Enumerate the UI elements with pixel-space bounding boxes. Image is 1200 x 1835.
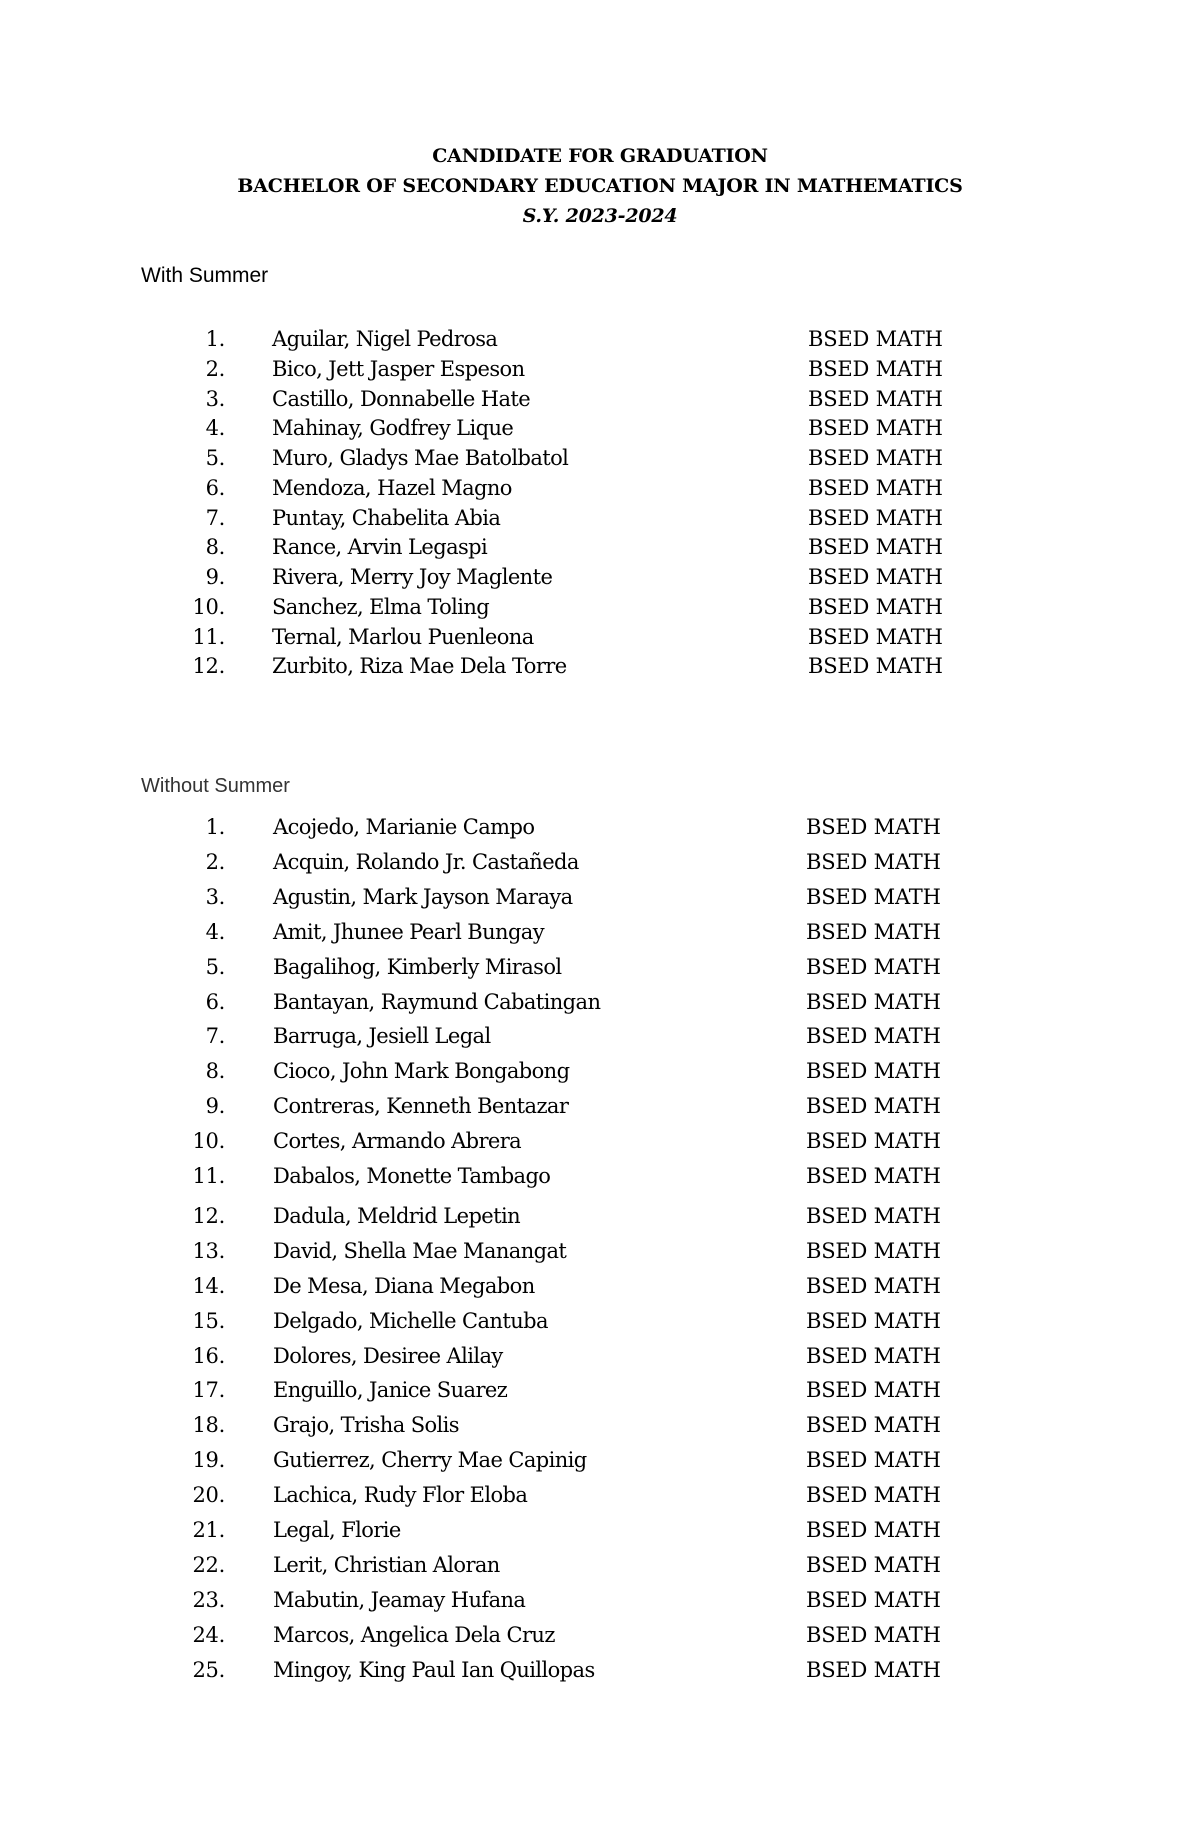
item-number: 5. <box>205 446 225 470</box>
list-item <box>0 1411 1200 1439</box>
item-number: 9. <box>205 1094 225 1119</box>
list-item <box>0 504 1200 532</box>
item-number: 17. <box>192 1378 225 1403</box>
item-number: 1. <box>205 327 225 351</box>
student-name: Cortes, Armando Abrera <box>273 1129 522 1154</box>
program-code: BSED MATH <box>806 1483 941 1508</box>
program-code: BSED MATH <box>808 505 943 530</box>
list-item <box>0 1272 1200 1300</box>
program-code: BSED MATH <box>806 1413 941 1438</box>
list-item <box>0 533 1200 561</box>
list-item <box>0 1481 1200 1509</box>
list-item <box>0 1057 1200 1085</box>
student-name: Rivera, Merry Joy Maglente <box>272 565 553 589</box>
school-year: S.Y. 2023-2024 <box>522 205 678 227</box>
item-number: 7. <box>205 505 225 530</box>
program-code: BSED MATH <box>808 654 943 679</box>
item-number: 15. <box>192 1308 225 1333</box>
item-number: 14. <box>192 1273 225 1298</box>
list-item <box>0 563 1200 591</box>
program-code: BSED MATH <box>806 1657 941 1682</box>
list-item <box>0 988 1200 1016</box>
item-number: 6. <box>205 475 225 500</box>
student-name: Sanchez, Elma Toling <box>272 594 490 619</box>
item-number: 9. <box>205 565 225 589</box>
student-name: Acquin, Rolando Jr. Castañeda <box>273 849 579 874</box>
item-number: 7. <box>205 1024 225 1049</box>
program-code: BSED MATH <box>806 1552 941 1577</box>
item-number: 2. <box>205 356 225 381</box>
list-item <box>0 1022 1200 1050</box>
student-name: Cioco, John Mark Bongabong <box>273 1059 570 1084</box>
student-name: Bagalihog, Kimberly Mirasol <box>273 954 562 979</box>
student-name: Zurbito, Riza Mae Dela Torre <box>272 654 567 679</box>
list-item <box>0 1516 1200 1544</box>
list-item <box>0 355 1200 383</box>
list-item <box>0 385 1200 413</box>
program-code: BSED MATH <box>808 327 943 351</box>
student-name: Enguillo, Janice Suarez <box>273 1378 508 1403</box>
list-item <box>0 474 1200 502</box>
item-number: 3. <box>205 386 225 411</box>
program-code: BSED MATH <box>808 386 943 411</box>
item-number: 12. <box>192 654 225 679</box>
item-number: 5. <box>205 954 225 979</box>
program-code: BSED MATH <box>806 989 941 1014</box>
item-number: 11. <box>192 1164 225 1188</box>
section-label-with-summer: With Summer <box>141 264 269 287</box>
item-number: 20. <box>192 1483 225 1508</box>
item-number: 19. <box>192 1448 225 1473</box>
student-name: Bico, Jett Jasper Espeson <box>272 356 525 381</box>
student-name: Bantayan, Raymund Cabatingan <box>273 989 601 1014</box>
list-item <box>0 1162 1200 1190</box>
program-code: BSED MATH <box>806 1273 941 1298</box>
list-item <box>0 1342 1200 1370</box>
list-item <box>0 813 1200 841</box>
list-item <box>0 1551 1200 1579</box>
list-item <box>0 1376 1200 1404</box>
student-name: Mabutin, Jeamay Hufana <box>273 1587 526 1612</box>
program-code: BSED MATH <box>806 1238 941 1263</box>
student-name: Marcos, Angelica Dela Cruz <box>273 1622 555 1647</box>
student-name: Amit, Jhunee Pearl Bungay <box>273 919 544 944</box>
item-number: 23. <box>192 1587 225 1612</box>
list-item <box>0 652 1200 680</box>
program-code: BSED MATH <box>806 1129 941 1154</box>
program-code: BSED MATH <box>808 475 943 500</box>
student-name: Mahinay, Godfrey Lique <box>272 416 514 441</box>
item-number: 21. <box>192 1518 225 1542</box>
list-item <box>0 325 1200 353</box>
list-item <box>0 918 1200 946</box>
item-number: 4. <box>205 919 225 944</box>
list-item <box>0 444 1200 472</box>
student-name: Contreras, Kenneth Bentazar <box>273 1094 569 1119</box>
item-number: 13. <box>192 1238 225 1263</box>
item-number: 8. <box>205 535 225 560</box>
program-code: BSED MATH <box>806 1203 941 1228</box>
item-number: 3. <box>205 884 225 909</box>
student-name: Mendoza, Hazel Magno <box>272 475 512 500</box>
student-name: Lerit, Christian Aloran <box>273 1552 500 1577</box>
student-name: Dabalos, Monette Tambago <box>273 1164 551 1188</box>
student-name: Dolores, Desiree Alilay <box>273 1343 503 1368</box>
student-name: Acojedo, Marianie Campo <box>273 815 535 839</box>
item-number: 22. <box>192 1552 225 1577</box>
student-name: Dadula, Meldrid Lepetin <box>273 1203 520 1228</box>
student-name: Puntay, Chabelita Abia <box>272 505 501 530</box>
item-number: 8. <box>205 1059 225 1084</box>
document-title: CANDIDATE FOR GRADUATION <box>432 145 768 167</box>
list-item <box>0 1307 1200 1335</box>
item-number: 18. <box>192 1413 225 1438</box>
program-code: BSED MATH <box>806 884 941 909</box>
item-number: 6. <box>205 989 225 1014</box>
program-code: BSED MATH <box>806 815 941 839</box>
program-code: BSED MATH <box>808 624 943 649</box>
student-name: Ternal, Marlou Puenleona <box>272 624 534 649</box>
item-number: 12. <box>192 1203 225 1228</box>
list-item <box>0 848 1200 876</box>
program-code: BSED MATH <box>806 1308 941 1333</box>
program-code: BSED MATH <box>808 356 943 381</box>
student-name: Delgado, Michelle Cantuba <box>273 1308 548 1333</box>
item-number: 4. <box>205 416 225 441</box>
item-number: 24. <box>192 1622 225 1647</box>
program-title: BACHELOR OF SECONDARY EDUCATION MAJOR IN MATHEMATICS <box>237 175 963 197</box>
list-item <box>0 1621 1200 1649</box>
student-name: Barruga, Jesiell Legal <box>273 1024 491 1049</box>
list-item <box>0 1656 1200 1684</box>
list-item <box>0 1446 1200 1474</box>
student-name: Legal, Florie <box>273 1518 401 1542</box>
student-name: Gutierrez, Cherry Mae Capinig <box>273 1448 587 1473</box>
item-number: 10. <box>192 594 225 619</box>
list-item <box>0 623 1200 651</box>
student-name: Aguilar, Nigel Pedrosa <box>272 327 498 351</box>
program-code: BSED MATH <box>806 1622 941 1647</box>
program-code: BSED MATH <box>806 1448 941 1473</box>
program-code: BSED MATH <box>808 565 943 589</box>
student-name: Mingoy, King Paul Ian Quillopas <box>273 1657 595 1682</box>
list-item <box>0 883 1200 911</box>
student-name: Agustin, Mark Jayson Maraya <box>273 884 573 909</box>
list-item <box>0 1127 1200 1155</box>
student-name: David, Shella Mae Manangat <box>273 1238 567 1263</box>
student-name: De Mesa, Diana Megabon <box>273 1273 535 1298</box>
student-name: Rance, Arvin Legaspi <box>272 535 488 560</box>
student-name: Grajo, Trisha Solis <box>273 1413 459 1438</box>
list-item <box>0 1586 1200 1614</box>
list-item <box>0 414 1200 442</box>
student-name: Muro, Gladys Mae Batolbatol <box>272 446 569 470</box>
student-name: Castillo, Donnabelle Hate <box>272 386 531 411</box>
program-code: BSED MATH <box>806 1094 941 1119</box>
list-item <box>0 1202 1200 1230</box>
item-number: 1. <box>205 815 225 839</box>
section-label-without-summer: Without Summer <box>141 775 290 797</box>
program-code: BSED MATH <box>806 1518 941 1542</box>
item-number: 2. <box>205 849 225 874</box>
program-code: BSED MATH <box>808 535 943 560</box>
item-number: 10. <box>192 1129 225 1154</box>
program-code: BSED MATH <box>806 1024 941 1049</box>
program-code: BSED MATH <box>806 919 941 944</box>
program-code: BSED MATH <box>808 416 943 441</box>
list-item <box>0 593 1200 621</box>
program-code: BSED MATH <box>806 1343 941 1368</box>
program-code: BSED MATH <box>806 1587 941 1612</box>
program-code: BSED MATH <box>806 1378 941 1403</box>
program-code: BSED MATH <box>806 1164 941 1188</box>
program-code: BSED MATH <box>808 446 943 470</box>
program-code: BSED MATH <box>808 594 943 619</box>
list-item <box>0 1092 1200 1120</box>
program-code: BSED MATH <box>806 954 941 979</box>
program-code: BSED MATH <box>806 1059 941 1084</box>
program-code: BSED MATH <box>806 849 941 874</box>
item-number: 16. <box>192 1343 225 1368</box>
student-name: Lachica, Rudy Flor Eloba <box>273 1483 528 1508</box>
list-item <box>0 1237 1200 1265</box>
item-number: 11. <box>192 624 225 649</box>
item-number: 25. <box>192 1657 225 1682</box>
list-item <box>0 953 1200 981</box>
